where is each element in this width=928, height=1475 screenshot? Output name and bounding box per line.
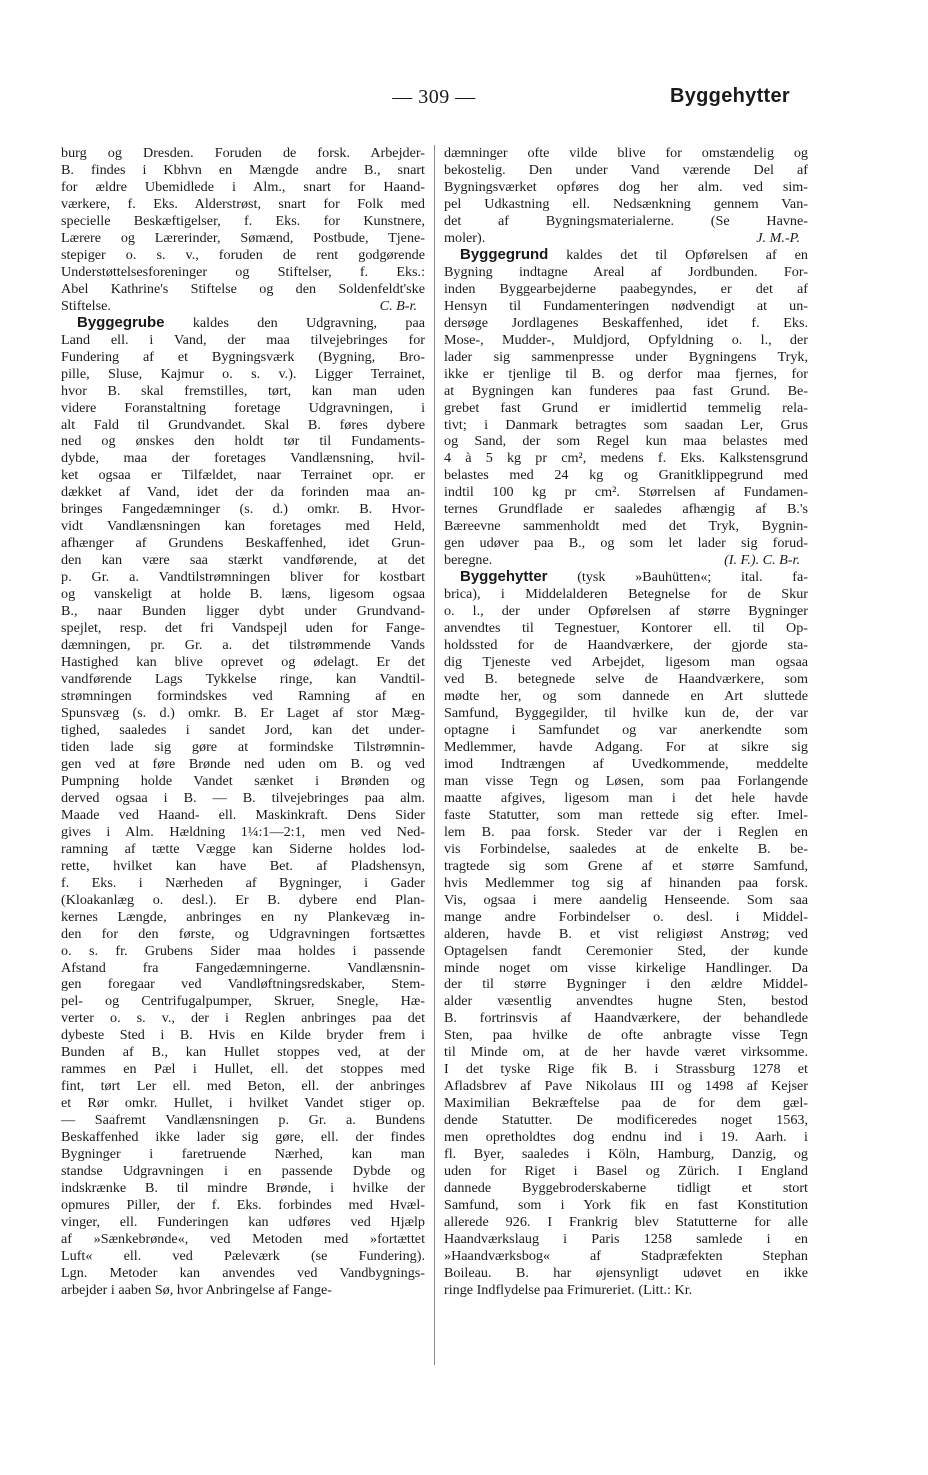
- line-text: at Bygningen kan funderes paa fast Grund. Be-: [444, 382, 808, 399]
- line-text: beregne.: [444, 552, 493, 569]
- line-text: o. s. fr. Grubens Sider maa holdes i passende: [61, 942, 425, 959]
- line-text: (Kloakanlæg o. desl.). Er B. dybere end Plan-: [61, 891, 425, 908]
- line-text: verter o. s. v., der i Reglen anbringes paa det: [61, 1010, 425, 1027]
- right-column-line: [444, 722, 808, 739]
- entry-headword: Byggehytter: [460, 569, 548, 586]
- line-text: til Minde om, at de her havde været virksomme.: [444, 1044, 808, 1061]
- left-column-line: [61, 976, 425, 993]
- line-text: maatte afgives, ligesom man i det hele havde: [444, 789, 808, 806]
- running-head: Byggehytter: [670, 85, 790, 107]
- right-column-line: [444, 1061, 808, 1078]
- left-column-line: [61, 281, 425, 298]
- right-column-line: [444, 467, 808, 484]
- line-text: inden Byggearbejderne paabegyndes, er det af: [444, 280, 808, 297]
- line-text: p. Gr. a. Vandtilstrømningen bliver for kostbart: [61, 569, 425, 586]
- line-text: strømningen formindskes ved Ramning af en: [61, 688, 425, 704]
- left-column-line: [61, 366, 425, 383]
- right-column-line: [444, 620, 808, 637]
- line-text: fl. Byer, saaledes i Köln, Hamburg, Danzig, og: [444, 1146, 808, 1163]
- left-column-line: [61, 603, 425, 620]
- line-text: man visse Tegn og Løsen, som paa Forlangende: [444, 772, 808, 789]
- right-column-line: [444, 332, 808, 349]
- line-text: lem B. paa forsk. Steder var der i Reglen en: [444, 823, 808, 840]
- right-column-line: [444, 739, 808, 756]
- line-text: og vanskeligt at holde B. læns, ligesom ogsaa: [61, 586, 425, 603]
- line-text: B. findes i Kbhvn en Mængde andre B., snart: [61, 161, 425, 178]
- line-text: tiden lade sig gøre at formindske Tilstrømnin-: [61, 738, 425, 755]
- right-column-line: [444, 909, 808, 926]
- line-text: rammes en Pæl i Hullet, ell. det stoppes med: [61, 1061, 425, 1078]
- left-column-line: [61, 417, 425, 434]
- line-text: og Sand, der som Regel kun maa belastes med: [444, 433, 808, 450]
- line-text: kernes Længde, anbringes en ny Plankevæg in-: [61, 908, 425, 925]
- right-column-line: [444, 400, 808, 417]
- left-column-line: [61, 145, 425, 162]
- line-text: B. fortrinsvis af Haandværkere, der behandlede: [444, 1010, 808, 1027]
- line-text: Maximilian Bekræftelse paa de for dem gæl-: [444, 1095, 808, 1112]
- right-column-line: [444, 1163, 808, 1180]
- line-text: imod Indtrængen af Uvedkommende, meddelte: [444, 755, 808, 772]
- line-text: alderen, havde B. et vist religiøst Anstrøg; ved: [444, 925, 808, 942]
- line-text: I det tyske Rige fik B. i Strassburg 1278 et: [444, 1061, 808, 1078]
- line-text: specielle Beskæftigelser, f. Eks. for Kunstnere,: [61, 212, 425, 229]
- right-column-line: [444, 1265, 808, 1282]
- left-column-line: [61, 535, 425, 552]
- right-column-line: [444, 1044, 808, 1061]
- line-text: B., naar Bunden ligger dybt under Grundvand-: [61, 603, 425, 620]
- author-signature: J. M.-P.: [756, 229, 800, 246]
- left-column-line: [61, 450, 425, 467]
- line-text: dig Tjeneste ved Arbejdet, ligesom man ogsaa: [444, 654, 808, 671]
- line-text: (tysk »Bauhütten«; ital. fa-: [547, 569, 808, 586]
- right-column-line: [444, 552, 808, 569]
- left-column-line: [61, 739, 425, 756]
- line-text: tighed, saaledes i sandet Jord, kan det under-: [61, 721, 425, 738]
- right-column-line: [444, 230, 808, 247]
- left-column-line: [61, 671, 425, 688]
- line-text: rette, hvilket kan have Bet. af Pladshensyn,: [61, 857, 425, 874]
- line-text: lader sig sammenpresse under Bygningens Tryk,: [444, 348, 808, 365]
- left-column-line: [61, 1214, 425, 1231]
- line-text: Spunsvæg (s. d.) omkr. B. Er Laget af stor Mæg-: [61, 704, 425, 721]
- left-column-line: [61, 501, 425, 518]
- line-text: Boileau. B. har øjensynligt udøvet en ikke: [444, 1264, 808, 1281]
- line-text: den kan være saa stærkt vandførende, at det: [61, 552, 425, 569]
- left-column-line: [61, 349, 425, 366]
- left-column-line: [61, 467, 425, 484]
- line-text: bringes Fangedæmninger (s. d.) omkr. B. Hvor-: [61, 501, 425, 518]
- line-text: anvendtes til Tegnestuer, Kontorer ell. til Op-: [444, 620, 808, 637]
- line-text: 4 à 5 kg pr cm², medens f. Eks. Kalkstensgrund: [444, 450, 808, 467]
- line-text: for ældre Ubemidlede i Alm., snart for Haand-: [61, 178, 425, 195]
- line-text: »Haandværksbog« af Stadpræfekten Stephan: [444, 1247, 808, 1264]
- left-column-line: [61, 400, 425, 417]
- line-text: videre Foranstaltning foretage Udgravningen, i: [61, 399, 425, 416]
- left-column-line: [61, 264, 425, 281]
- line-text: vinger, ell. Funderingen kan udføres ved Hjælp: [61, 1214, 425, 1231]
- right-column-line: [444, 1010, 808, 1027]
- right-column-line: [444, 518, 808, 535]
- right-column-line: [444, 1112, 808, 1129]
- line-text: opmures Piller, der f. Eks. forbindes med Hvæl-: [61, 1197, 425, 1214]
- right-column-line: [444, 264, 808, 281]
- line-text: Lgn. Metoder kan anvendes ved Vandbygnings-: [61, 1264, 425, 1281]
- line-text: Pumpning holde Vandet sænket i Brønden og: [61, 772, 425, 789]
- right-column-line: [444, 501, 808, 518]
- left-column-line: [61, 332, 425, 349]
- right-column-line: [444, 298, 808, 315]
- right-column-line: [444, 960, 808, 977]
- line-text: dybde, maa der foretages Vandlænsning, hvil-: [61, 450, 425, 467]
- line-text: allerede 926. I Frankrig blev Statutterne for alle: [444, 1214, 808, 1231]
- left-column-line: [61, 943, 425, 960]
- line-text: Vis, ogsaa i mere aandelig Henseende. Som saa: [444, 891, 808, 908]
- left-column-line: [61, 484, 425, 501]
- left-column-line: [61, 433, 425, 450]
- right-column-line: [444, 993, 808, 1010]
- line-text: det af Bygningsmaterialerne. (Se Havne-: [444, 212, 808, 229]
- left-column-line: [61, 807, 425, 824]
- line-text: moler).: [444, 229, 486, 246]
- line-text: dersøge Jordlagenes Beskaffenhed, idet f. Eks.: [444, 314, 808, 331]
- line-text: standse Udgravningen i en passende Dybde og: [61, 1163, 425, 1180]
- line-text: dybeste Sted i B. Hvis en Kilde bryder frem i: [61, 1027, 425, 1044]
- right-column-line: [444, 1214, 808, 1231]
- line-text: arbejder i aaben Sø, hvor Anbringelse af Fange-: [61, 1281, 332, 1298]
- line-text: men opretholdtes dog endnu ind i 19. Aarh. i: [444, 1129, 808, 1146]
- right-column-line: [444, 654, 808, 671]
- line-text: kaldes det til Opførelsen af en: [548, 246, 808, 263]
- left-column-line: [61, 1095, 425, 1112]
- line-text: Samfund, Byggegilder, til hvilke kun de, der var: [444, 704, 808, 721]
- line-text: derved ogsaa i B. — B. tilvejebringes paa alm.: [61, 789, 425, 806]
- right-column-line: [444, 366, 808, 383]
- left-column-line: [61, 1163, 425, 1180]
- right-column-line: [444, 705, 808, 722]
- right-column-line: [444, 247, 808, 264]
- left-column-line: [61, 162, 425, 179]
- line-text: af »Sænkebrønde«, ved Metoden med »fortættet: [61, 1231, 425, 1247]
- line-text: hvor B. skal fremstilles, tørt, kan man uden: [61, 382, 425, 399]
- left-column-line: [61, 960, 425, 977]
- left-column-line: [61, 552, 425, 569]
- right-column-line: [444, 756, 808, 773]
- line-text: indtil 100 kg pr cm². Størrelsen af Fundamen-: [444, 484, 808, 501]
- left-column-line: [61, 705, 425, 722]
- line-text: gen foregaar ved Vandløftningsredskaber, Stem-: [61, 976, 425, 993]
- right-column-line: [444, 1282, 808, 1299]
- line-text: o. l., der under Opførelsen af større Bygninger: [444, 603, 808, 620]
- line-text: brica), i Middelalderen Betegnelse for de Skur: [444, 586, 808, 603]
- left-column-line: [61, 1146, 425, 1163]
- line-text: afhænger af Grundens Beskaffenhed, idet Grun-: [61, 535, 425, 552]
- line-text: holdssted for de Haandværkere, der gjorde sta-: [444, 637, 808, 654]
- line-text: Land ell. i Vand, der maa tilvejebringes for: [61, 331, 425, 348]
- line-text: dende Statutter. De modificeredes noget 1563,: [444, 1112, 808, 1129]
- line-text: Beskaffenhed ikke lader sig gøre, ell. der findes: [61, 1129, 425, 1146]
- line-text: gives i Alm. Hældning 1¼:1—2:1, men ved Ned-: [61, 823, 425, 840]
- line-text: dannede Byggebroderskaberne tidligt et stort: [444, 1180, 808, 1197]
- right-column-line: [444, 926, 808, 943]
- right-column-line: [444, 1027, 808, 1044]
- right-column-line: [444, 773, 808, 790]
- left-column-line: [61, 841, 425, 858]
- line-text: alt Fald til Grundvandet. Skal B. føres dybere: [61, 416, 425, 433]
- line-text: ternes Grundflade er saaledes afhængig af B.'s: [444, 501, 808, 518]
- line-text: faste Statutter, som man rettede sig efter. Imel-: [444, 806, 808, 823]
- right-column-line: [444, 349, 808, 366]
- right-column-line: [444, 892, 808, 909]
- line-text: f. Eks. i Nærheden af Bygninger, i Gader: [61, 874, 425, 891]
- line-text: Afladsbrev af Pave Nikolaus III og 1498 af Kejser: [444, 1078, 808, 1095]
- line-text: Luft« ell. ved Pæleværk (se Fundering).: [61, 1247, 425, 1264]
- line-text: fint, tørt Ler ell. med Beton, ell. der anbringes: [61, 1078, 425, 1095]
- left-column-line: [61, 247, 425, 264]
- left-column-line: [61, 1282, 425, 1299]
- line-text: ned og ønskes den holdt tør til Fundaments-: [61, 433, 425, 450]
- author-signature: C. B-r.: [379, 297, 417, 314]
- line-text: Sten, paa hvilke de ofte anbragte visse Tegn: [444, 1027, 808, 1044]
- left-column-line: [61, 654, 425, 671]
- right-column-line: [444, 162, 808, 179]
- line-text: alder væsentlig anvendtes hugne Sten, bestod: [444, 993, 808, 1010]
- page-header: [0, 86, 928, 112]
- line-text: gen udøver paa B., og som let lader sig forud-: [444, 535, 808, 552]
- left-column-line: [61, 875, 425, 892]
- right-column-line: [444, 1180, 808, 1197]
- line-text: Maade ved Haand- ell. Maskinkraft. Dens Sider: [61, 806, 425, 823]
- left-column-line: [61, 383, 425, 400]
- line-text: spejlet, resp. det fri Vandspejl uden for Fange-: [61, 620, 425, 637]
- right-column-line: [444, 383, 808, 400]
- line-text: dækket af Vand, idet der da forinden maa an-: [61, 484, 425, 501]
- right-column-line: [444, 807, 808, 824]
- line-text: grebet fast Grund er imidlertid temmelig rela-: [444, 399, 808, 416]
- line-text: burg og Dresden. Foruden de forsk. Arbejder-: [61, 145, 425, 161]
- right-column-line: [444, 315, 808, 332]
- right-column-line: [444, 179, 808, 196]
- line-text: Hensyn til Fundamenteringen nødvendigt at un-: [444, 297, 808, 314]
- right-column-line: [444, 535, 808, 552]
- left-column-line: [61, 518, 425, 535]
- right-column-line: [444, 1197, 808, 1214]
- line-text: værkere, f. Eks. Alderstrøst, snart for Folk med: [61, 195, 425, 212]
- left-column-line: [61, 1265, 425, 1282]
- left-column-line: [61, 773, 425, 790]
- right-column-line: [444, 417, 808, 434]
- right-column-line: [444, 841, 808, 858]
- right-column-line: [444, 145, 808, 162]
- left-column-line: [61, 790, 425, 807]
- line-text: belastes med 24 kg og Granitklippegrund med: [444, 467, 808, 484]
- left-column-line: [61, 569, 425, 586]
- right-column-line: [444, 637, 808, 654]
- right-column-line: [444, 450, 808, 467]
- line-text: dæmninger ofte vilde blive for omstændelig og: [444, 145, 808, 161]
- left-column-line: [61, 909, 425, 926]
- right-column-line: [444, 281, 808, 298]
- line-text: Fundering af et Bygningsværk (Bygning, Bro-: [61, 348, 425, 365]
- right-column: [444, 145, 808, 1299]
- left-column-line: [61, 1078, 425, 1095]
- left-column-line: [61, 1044, 425, 1061]
- left-column-line: [61, 1112, 425, 1129]
- entry-headword: Byggegrund: [460, 246, 549, 263]
- line-text: Abel Kathrine's Stiftelse og den Soldenfeldt'ske: [61, 280, 425, 297]
- right-column-line: [444, 1146, 808, 1163]
- left-column-line: [61, 213, 425, 230]
- line-text: ikke er tjenlige til B. og derfor maa fjernes, for: [444, 365, 808, 382]
- line-text: Hastighed kan blive oprevet og ødelagt. Er det: [61, 654, 425, 671]
- left-column-line: [61, 858, 425, 875]
- right-column-line: [444, 858, 808, 875]
- right-column-line: [444, 213, 808, 230]
- left-column-line: [61, 230, 425, 247]
- line-text: pille, Sluse, Kajmur o. s. v.). Ligger Terrainet,: [61, 365, 425, 382]
- left-column-line: [61, 824, 425, 841]
- line-text: Haandværkslaug i Paris 1258 samlede i en: [444, 1231, 808, 1247]
- line-text: ramning af tætte Vægge kan Siderne holdes lod-: [61, 840, 425, 857]
- page-number: — 309 —: [392, 86, 476, 108]
- line-text: ket ogsaa er Tilfældet, naar Terrainet opr. er: [61, 467, 425, 484]
- line-text: ved B. betegnede selve de Haandværkere, som: [444, 671, 808, 688]
- line-text: uden for Riget i Basel og Zürich. I England: [444, 1163, 808, 1180]
- line-text: et Rør omkr. Hullet, i hvilket Vandet stiger op.: [61, 1095, 425, 1112]
- line-text: den for den første, og Udgravningen fortsættes: [61, 925, 425, 942]
- left-column-line: [61, 1197, 425, 1214]
- left-column-line: [61, 1010, 425, 1027]
- right-column-line: [444, 875, 808, 892]
- line-text: dæmningen, pr. Gr. a. det tilstrømmende Vands: [61, 637, 425, 654]
- left-column-line: [61, 993, 425, 1010]
- right-column-line: [444, 196, 808, 213]
- line-text: — Saafremt Vandlænsningen p. Gr. a. Bundens: [61, 1112, 425, 1129]
- line-text: mange andre Forbindelser o. desl. i Middel-: [444, 908, 808, 925]
- right-column-line: [444, 1129, 808, 1146]
- line-text: vis Forbindelse, saaledes at de enkelte B. be-: [444, 840, 808, 857]
- left-column-line: [61, 586, 425, 603]
- line-text: pel- og Centrifugalpumper, Skruer, Snegle, Hæ-: [61, 993, 425, 1010]
- left-column-line: [61, 756, 425, 773]
- line-text: Afstand fra Fangedæmningerne. Vandlænsnin-: [61, 959, 425, 976]
- right-column-line: [444, 1248, 808, 1265]
- left-column-line: [61, 1248, 425, 1265]
- line-text: Bygning indtagne Areal af Jordbunden. For-: [444, 263, 808, 280]
- right-column-line: [444, 1095, 808, 1112]
- left-column-line: [61, 315, 425, 332]
- left-column-line: [61, 196, 425, 213]
- line-text: tivt; i Danmark betragtes som saadan Ler, Grus: [444, 416, 808, 433]
- line-text: kaldes den Udgravning, paa: [164, 314, 425, 331]
- left-column-line: [61, 1180, 425, 1197]
- line-text: optagne i Samfundet og var anerkendte som: [444, 721, 808, 738]
- left-column-line: [61, 179, 425, 196]
- left-column-line: [61, 688, 425, 705]
- left-column: [61, 145, 425, 1299]
- line-text: vandførende Lags Tykkelse ringe, kan Vandtil-: [61, 671, 425, 688]
- line-text: minde noget om visse kirkelige Handlinger. Da: [444, 959, 808, 976]
- left-column-line: [61, 722, 425, 739]
- left-column-line: [61, 1061, 425, 1078]
- right-column-line: [444, 976, 808, 993]
- line-text: Medlemmer, havde Adgang. For at sikre sig: [444, 738, 808, 755]
- line-text: Lærere og Lærerinder, Sømænd, Postbude, Tjene-: [61, 229, 425, 246]
- line-text: Mose-, Mudder-, Muldjord, Opfyldning o. l., der: [444, 331, 808, 348]
- left-column-line: [61, 298, 425, 315]
- line-text: gen ved at føre Brønde ned uden om B. og ved: [61, 755, 425, 772]
- line-text: Understøttelsesforeninger og Stiftelser, f. Eks.:: [61, 263, 425, 280]
- line-text: mødte her, og som dannede en Art sluttede: [444, 688, 808, 704]
- line-text: vidt Vandlænsningen kan foretages med Held,: [61, 518, 425, 535]
- left-column-line: [61, 1231, 425, 1248]
- left-column-line: [61, 892, 425, 909]
- line-text: Bunden af B., kan Hullet stoppes ved, at der: [61, 1044, 425, 1061]
- line-text: stepiger o. s. v., foruden de rent godgørende: [61, 246, 425, 263]
- right-column-line: [444, 484, 808, 501]
- author-signature: (I. F.). C. B-r.: [724, 552, 800, 569]
- left-column-line: [61, 1129, 425, 1146]
- right-column-line: [444, 943, 808, 960]
- right-column-line: [444, 1231, 808, 1248]
- left-column-line: [61, 926, 425, 943]
- line-text: Optagelsen fandt Ceremonier Sted, der kunde: [444, 942, 808, 959]
- left-column-line: [61, 1027, 425, 1044]
- line-text: Bygninger i faretruende Nærhed, kan man: [61, 1146, 425, 1163]
- line-text: Bygningsværket opføres dog her alm. ved sim-: [444, 178, 808, 195]
- line-text: bekostelig. Den under Vand værende Del af: [444, 161, 808, 178]
- line-text: Bæreevne sammenholdt med det Tryk, Bygnin-: [444, 518, 808, 535]
- right-column-line: [444, 671, 808, 688]
- right-column-line: [444, 1078, 808, 1095]
- line-text: der til større Bygninger i den ældre Middel-: [444, 976, 808, 993]
- line-text: pel Udkastning ell. Nedsænkning gennem Van-: [444, 195, 808, 212]
- right-column-line: [444, 688, 808, 705]
- right-column-line: [444, 790, 808, 807]
- left-column-line: [61, 620, 425, 637]
- right-column-line: [444, 569, 808, 586]
- line-text: tragtede sig som Grene af et større Samfund,: [444, 857, 808, 874]
- right-column-line: [444, 433, 808, 450]
- line-text: Samfund, som i York fik en fast Konstitution: [444, 1197, 808, 1214]
- right-column-line: [444, 603, 808, 620]
- right-column-line: [444, 586, 808, 603]
- left-column-line: [61, 637, 425, 654]
- line-text: Stiftelse.: [61, 297, 111, 314]
- line-text: hvis Medlemmer tog sig af hinanden paa forsk.: [444, 874, 808, 891]
- line-text: ringe Indflydelse paa Frimureriet. (Litt.: Kr.: [444, 1281, 693, 1298]
- right-column-line: [444, 824, 808, 841]
- line-text: indskrænke B. til mindre Brønde, i hvilke der: [61, 1180, 425, 1197]
- column-divider: [434, 145, 435, 1365]
- entry-headword: Byggegrube: [77, 314, 165, 331]
